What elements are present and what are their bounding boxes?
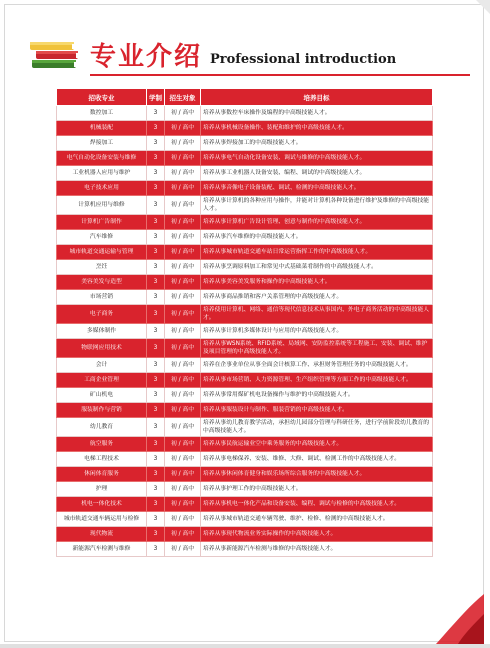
table-row [57, 181, 433, 196]
years-cell: 3 [147, 106, 165, 121]
target-cell: 初 / 高中 [165, 512, 201, 527]
target-cell: 初 / 高中 [165, 275, 201, 290]
goal-cell: 培养从事WSN系统、RFID系统、局域网、安防监控系统等工程施工、安装、调试、维护及项目管理的中高级技能人才。 [201, 339, 433, 358]
years-cell: 3 [147, 136, 165, 151]
years-cell: 3 [147, 260, 165, 275]
major-cell: 机电一体化技术 [57, 497, 147, 512]
major-cell: 焊接加工 [57, 136, 147, 151]
years-cell: 3 [147, 151, 165, 166]
years-cell: 3 [147, 166, 165, 181]
years-cell: 3 [147, 121, 165, 136]
books-icon [28, 34, 88, 74]
major-cell: 计算机应用与维修 [57, 196, 147, 215]
goal-cell: 培养从事城市轨道交通车辆驾驶、维护、检修、检测的中高级技能人才。 [201, 512, 433, 527]
target-cell: 初 / 高中 [165, 452, 201, 467]
target-cell: 初 / 高中 [165, 230, 201, 245]
major-cell: 工业机器人应用与维护 [57, 166, 147, 181]
goal-cell: 培养从事市场营销、人力资源管理、生产组织管理等方面工作的中高级技能人才。 [201, 373, 433, 388]
goal-cell: 培养从事电气自动化设备安装、调试与维修的中高级技能人才。 [201, 151, 433, 166]
brush-decoration [414, 584, 484, 644]
major-cell: 烹饪 [57, 260, 147, 275]
major-cell: 美容美发与造型 [57, 275, 147, 290]
table-row [57, 542, 433, 557]
years-cell: 3 [147, 230, 165, 245]
column-header-goal: 培养目标 [201, 89, 433, 106]
major-cell: 现代物流 [57, 527, 147, 542]
goal-cell: 培养从事计算机多媒体设计与应用的中高级技能人才。 [201, 324, 433, 339]
bottom-bar [0, 644, 490, 648]
major-cell: 数控加工 [57, 106, 147, 121]
target-cell: 初 / 高中 [165, 497, 201, 512]
goal-cell: 培养从事新能源汽车检测与维修的中高级技能人才。 [201, 542, 433, 557]
target-cell: 初 / 高中 [165, 121, 201, 136]
major-cell: 电子商务 [57, 305, 147, 324]
table-row [57, 290, 433, 305]
major-cell: 休闲体育服务 [57, 467, 147, 482]
target-cell: 初 / 高中 [165, 437, 201, 452]
target-cell: 初 / 高中 [165, 482, 201, 497]
table-row [57, 230, 433, 245]
years-cell: 3 [147, 497, 165, 512]
target-cell: 初 / 高中 [165, 215, 201, 230]
table-row [57, 215, 433, 230]
major-cell: 市场营销 [57, 290, 147, 305]
target-cell: 初 / 高中 [165, 388, 201, 403]
title-underline [90, 74, 470, 76]
table-row [57, 388, 433, 403]
page-title-cn: 专业介绍 [90, 42, 203, 72]
table-row [57, 151, 433, 166]
goal-cell: 培养从事机电一体化产品和设备安装、编程、调试与检修的中高级技能人才。 [201, 497, 433, 512]
goal-cell: 培养使用计算机、网络、通信等现代信息技术从事国内、外电子商务活动的中高级技能人才。 [201, 305, 433, 324]
table-row [57, 245, 433, 260]
major-cell: 汽车维修 [57, 230, 147, 245]
target-cell: 初 / 高中 [165, 151, 201, 166]
table-row [57, 437, 433, 452]
target-cell: 初 / 高中 [165, 196, 201, 215]
table-row [57, 196, 433, 215]
table-row [57, 136, 433, 151]
major-cell: 矿山机电 [57, 388, 147, 403]
years-cell: 3 [147, 290, 165, 305]
major-cell: 护理 [57, 482, 147, 497]
table-body [57, 106, 433, 557]
target-cell: 初 / 高中 [165, 358, 201, 373]
years-cell: 3 [147, 339, 165, 358]
goal-cell: 培养从事美容美发服务和操作的中高级技能人才。 [201, 275, 433, 290]
page-header [28, 32, 468, 78]
target-cell: 初 / 高中 [165, 305, 201, 324]
major-cell: 航空服务 [57, 437, 147, 452]
table-row [57, 452, 433, 467]
goal-cell: 培养从事护理工作的中高级技能人才。 [201, 482, 433, 497]
goal-cell: 培养从事汽车维修的中高级技能人才。 [201, 230, 433, 245]
major-cell: 电子技术应用 [57, 181, 147, 196]
target-cell: 初 / 高中 [165, 324, 201, 339]
goal-cell: 培养从事常用煤矿机电设备操作与维护的中高级技能人才。 [201, 388, 433, 403]
years-cell: 3 [147, 215, 165, 230]
years-cell: 3 [147, 403, 165, 418]
goal-cell: 培养从事商品推销和客户关系管理的中高级技能人才。 [201, 290, 433, 305]
goal-cell: 培养从事工业机器人设备安装、编程、调试的中高级技能人才。 [201, 166, 433, 181]
table-row [57, 275, 433, 290]
page-title-en: Professional introduction [210, 52, 397, 67]
corner-fold [476, 0, 490, 14]
years-cell: 3 [147, 542, 165, 557]
table-row [57, 527, 433, 542]
target-cell: 初 / 高中 [165, 166, 201, 181]
goal-cell: 培养从事焊接加工的中高级技能人才。 [201, 136, 433, 151]
major-cell: 工商企业管理 [57, 373, 147, 388]
goal-cell: 培养从事烹调原料加工和常见中式基础菜肴制作的中高级技能人才。 [201, 260, 433, 275]
table-row [57, 403, 433, 418]
target-cell: 初 / 高中 [165, 373, 201, 388]
table-row [57, 339, 433, 358]
goal-cell: 培养从事电梯保养、安装、维修、大修、调试、检测工作的中高级技能人才。 [201, 452, 433, 467]
table-header-row [57, 89, 433, 106]
column-header-years: 学制 [147, 89, 165, 106]
goal-cell: 培养从事幼儿教育教学活动，承担幼儿园部分管理与科研任务，进行学前阶段幼儿教育的中高级技能人才。 [201, 418, 433, 437]
years-cell: 3 [147, 437, 165, 452]
goal-cell: 培养从事计算机广告设计管理、创意与制作的中高级技能人才。 [201, 215, 433, 230]
table-row [57, 467, 433, 482]
table-row [57, 121, 433, 136]
goal-cell: 培养从事城市轨道交通车站日常运营指挥工作的中高级技能人才。 [201, 245, 433, 260]
table-row [57, 373, 433, 388]
target-cell: 初 / 高中 [165, 403, 201, 418]
table-row [57, 260, 433, 275]
major-cell: 服装制作与营销 [57, 403, 147, 418]
years-cell: 3 [147, 181, 165, 196]
major-cell: 新能源汽车检测与维修 [57, 542, 147, 557]
table-row [57, 418, 433, 437]
years-cell: 3 [147, 305, 165, 324]
major-cell: 多媒体制作 [57, 324, 147, 339]
goal-cell: 培养从事现代物流业务实际操作的中高级技能人才。 [201, 527, 433, 542]
table-row [57, 305, 433, 324]
target-cell: 初 / 高中 [165, 418, 201, 437]
years-cell: 3 [147, 452, 165, 467]
table-row [57, 106, 433, 121]
target-cell: 初 / 高中 [165, 106, 201, 121]
years-cell: 3 [147, 482, 165, 497]
years-cell: 3 [147, 388, 165, 403]
target-cell: 初 / 高中 [165, 542, 201, 557]
major-cell: 物联网应用技术 [57, 339, 147, 358]
table-row [57, 358, 433, 373]
majors-table [56, 88, 433, 557]
major-cell: 城市轨道交通车辆运用与检修 [57, 512, 147, 527]
target-cell: 初 / 高中 [165, 181, 201, 196]
target-cell: 初 / 高中 [165, 467, 201, 482]
years-cell: 3 [147, 358, 165, 373]
goal-cell: 培养在企事业单位从事全面会计核算工作、承担财务管理任务的中高级技能人才。 [201, 358, 433, 373]
target-cell: 初 / 高中 [165, 339, 201, 358]
years-cell: 3 [147, 196, 165, 215]
target-cell: 初 / 高中 [165, 527, 201, 542]
years-cell: 3 [147, 275, 165, 290]
goal-cell: 培养从事休闲体育健身和娱乐场所综合服务的中高级技能人才。 [201, 467, 433, 482]
years-cell: 3 [147, 245, 165, 260]
major-cell: 机械装配 [57, 121, 147, 136]
years-cell: 3 [147, 373, 165, 388]
target-cell: 初 / 高中 [165, 290, 201, 305]
goal-cell: 培养从事民航运输业空中乘务服务的中高级技能人才。 [201, 437, 433, 452]
column-header-target: 招生对象 [165, 89, 201, 106]
years-cell: 3 [147, 527, 165, 542]
majors-table-container [56, 88, 432, 557]
table-row [57, 482, 433, 497]
years-cell: 3 [147, 467, 165, 482]
target-cell: 初 / 高中 [165, 260, 201, 275]
major-cell: 会计 [57, 358, 147, 373]
major-cell: 电气自动化设备安装与维修 [57, 151, 147, 166]
goal-cell: 培养从事计算机的各种应用与操作，并能对计算机各种设备进行维护及维修的中高级技能人才。 [201, 196, 433, 215]
years-cell: 3 [147, 324, 165, 339]
major-cell: 计算机广告制作 [57, 215, 147, 230]
goal-cell: 培养从事音像电子设备装配、调试、检测的中高级技能人才。 [201, 181, 433, 196]
major-cell: 电梯工程技术 [57, 452, 147, 467]
goal-cell: 培养从事机械设备操作、装配和维护的中高级技能人才。 [201, 121, 433, 136]
table-row [57, 324, 433, 339]
target-cell: 初 / 高中 [165, 245, 201, 260]
major-cell: 城市轨道交通运输与管理 [57, 245, 147, 260]
major-cell: 幼儿教育 [57, 418, 147, 437]
column-header-major: 招收专业 [57, 89, 147, 106]
table-row [57, 512, 433, 527]
years-cell: 3 [147, 418, 165, 437]
goal-cell: 培养从事服装设计与制作、服装营销的中高级技能人才。 [201, 403, 433, 418]
table-row [57, 497, 433, 512]
years-cell: 3 [147, 512, 165, 527]
goal-cell: 培养从事数控车床操作及编程的中高级技能人才。 [201, 106, 433, 121]
target-cell: 初 / 高中 [165, 136, 201, 151]
table-row [57, 166, 433, 181]
